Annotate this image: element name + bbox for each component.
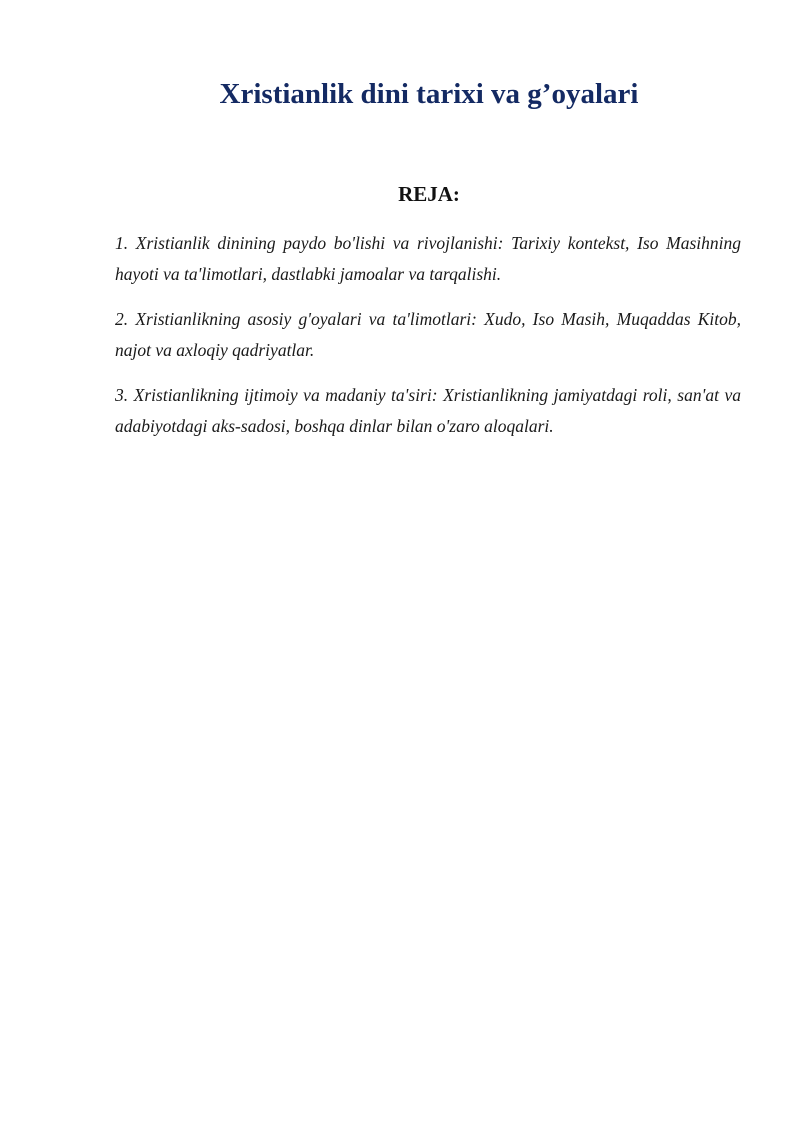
plan-item-3: 3. Xristianlikning ijtimoiy va madaniy ta'siri: Xristianlikning jamiyatdagi roli, san'at va adabiyotdagi aks-sadosi, boshqa dinlar bilan o'zaro aloqalari.	[115, 385, 741, 436]
document-title: Xristianlik dini tarixi va g’oyalari	[219, 78, 639, 110]
plan-list	[115, 228, 741, 456]
plan-item-2: 2. Xristianlikning asosiy g'oyalari va ta'limotlari: Xudo, Iso Masih, Muqaddas Kitob, najot va axloqiy qadriyatlar.	[115, 309, 741, 360]
plan-heading: REJA:	[398, 182, 460, 206]
plan-item-1: 1. Xristianlik dinining paydo bo'lishi va rivojlanishi: Tarixiy kontekst, Iso Masihning hayoti va ta'limotlari, dastlabki jamoalar va tarqalishi.	[115, 233, 741, 284]
